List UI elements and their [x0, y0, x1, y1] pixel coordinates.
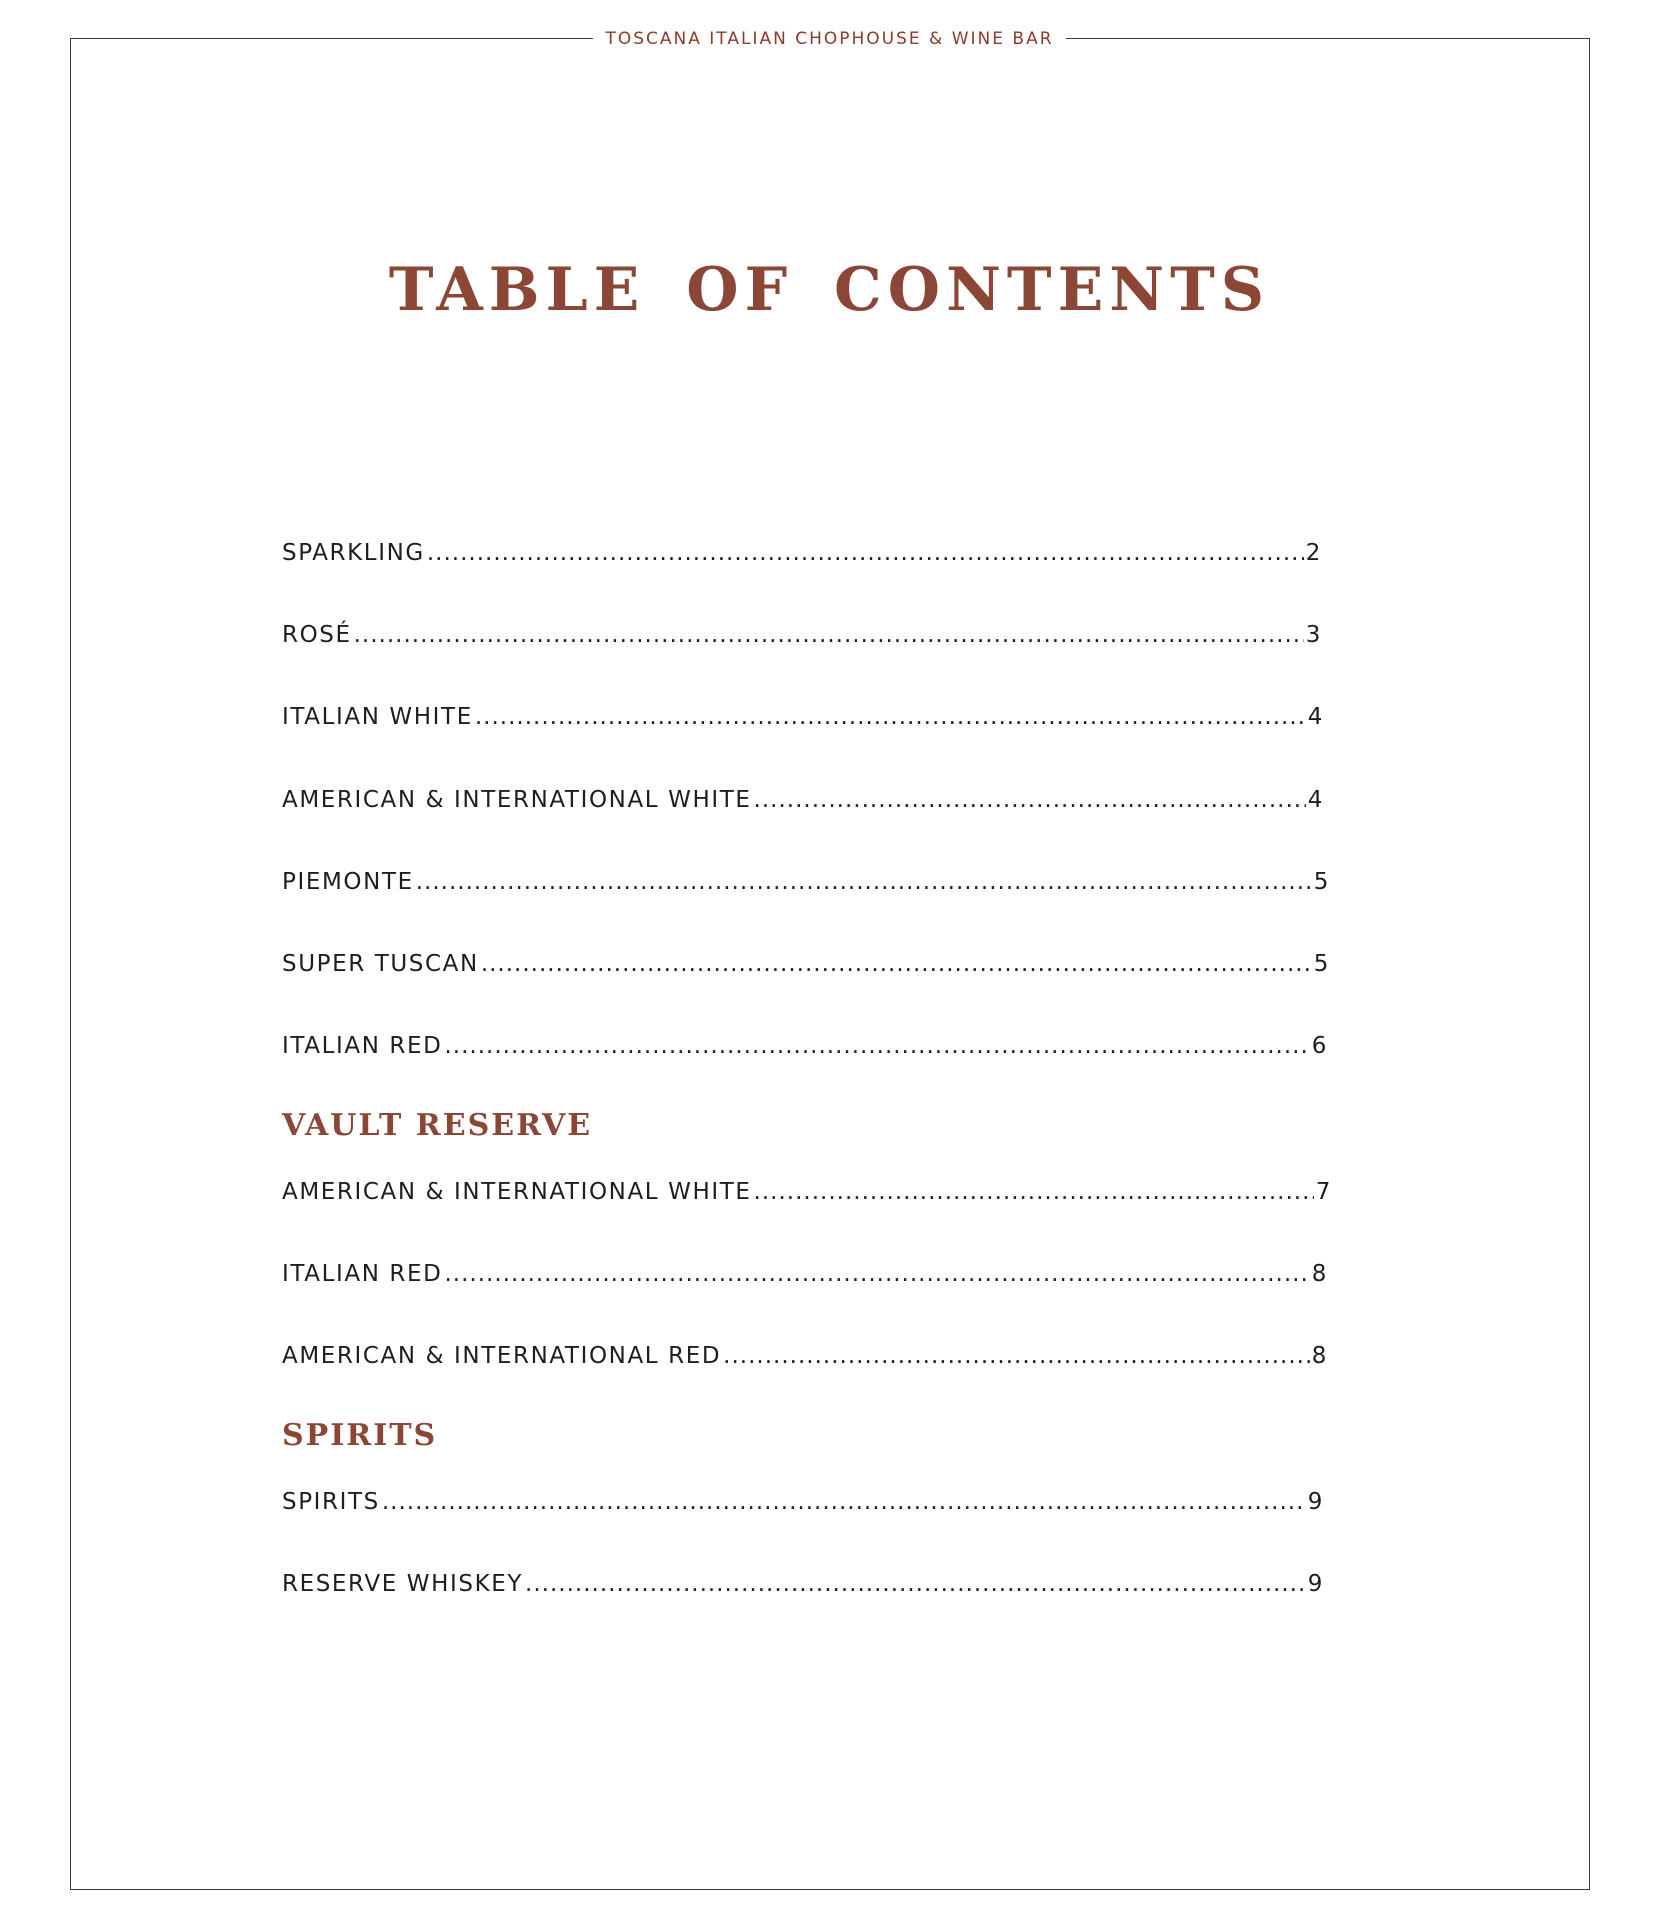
- dot-leader: [754, 1179, 1314, 1205]
- toc-entry-label: RESERVE WHISKEY: [282, 1571, 524, 1597]
- toc-entry-label: AMERICAN & INTERNATIONAL WHITE: [282, 787, 752, 813]
- toc-entry-label: ITALIAN RED: [282, 1261, 443, 1287]
- dot-leader: [427, 540, 1304, 566]
- toc-entry-page: 2: [1305, 540, 1322, 566]
- toc-entry-label: SPIRITS: [282, 1489, 380, 1515]
- toc-entry-sparkling[interactable]: [282, 540, 1322, 572]
- toc-entry-vault-american-international-white[interactable]: [282, 1179, 1332, 1211]
- toc-entry-super-tuscan[interactable]: [282, 951, 1330, 983]
- dot-leader: [481, 951, 1312, 977]
- toc-entry-label: ITALIAN WHITE: [282, 704, 473, 730]
- dot-leader: [354, 622, 1304, 648]
- toc-entry-vault-american-international-red[interactable]: [282, 1343, 1328, 1375]
- toc-entry-spirits[interactable]: [282, 1489, 1324, 1521]
- toc-entry-page: 3: [1305, 622, 1322, 648]
- dot-leader: [754, 787, 1306, 813]
- toc-entry-page: 5: [1313, 869, 1330, 895]
- toc-entry-page: 7: [1315, 1179, 1332, 1205]
- toc-entry-american-international-white[interactable]: [282, 787, 1324, 819]
- toc-entry-label: PIEMONTE: [282, 869, 414, 895]
- toc-entry-vault-italian-red[interactable]: [282, 1261, 1328, 1293]
- dot-leader: [723, 1343, 1310, 1369]
- toc-entry-page: 8: [1311, 1343, 1328, 1369]
- toc-entry-page: 4: [1307, 787, 1324, 813]
- toc-entry-page: 5: [1313, 951, 1330, 977]
- dot-leader: [475, 704, 1306, 730]
- toc-entry-page: 9: [1307, 1489, 1324, 1515]
- toc-entry-italian-white[interactable]: [282, 704, 1324, 736]
- toc-entry-label: SUPER TUSCAN: [282, 951, 479, 977]
- dot-leader: [416, 869, 1312, 895]
- dot-leader: [444, 1033, 1309, 1059]
- toc-entry-page: 8: [1311, 1261, 1328, 1287]
- dot-leader: [525, 1571, 1306, 1597]
- toc-entry-reserve-whiskey[interactable]: [282, 1571, 1324, 1603]
- page-title: TABLE OF CONTENTS: [388, 255, 1271, 325]
- toc-entry-label: AMERICAN & INTERNATIONAL RED: [282, 1343, 722, 1369]
- toc-entry-piemonte[interactable]: [282, 869, 1330, 901]
- toc-entry-label: SPARKLING: [282, 540, 425, 566]
- toc-entry-label: ROSÉ: [282, 622, 352, 648]
- restaurant-name: TOSCANA ITALIAN CHOPHOUSE & WINE BAR: [593, 26, 1065, 52]
- toc-entry-rose[interactable]: [282, 622, 1322, 654]
- dot-leader: [382, 1489, 1306, 1515]
- toc-entry-page: 6: [1311, 1033, 1328, 1059]
- toc-entry-label: AMERICAN & INTERNATIONAL WHITE: [282, 1179, 752, 1205]
- section-heading-vault-reserve: VAULT RESERVE: [282, 1108, 593, 1143]
- dot-leader: [444, 1261, 1309, 1287]
- section-heading-spirits: SPIRITS: [282, 1418, 438, 1453]
- toc-entry-italian-red[interactable]: [282, 1033, 1328, 1065]
- toc-entry-page: 4: [1307, 704, 1324, 730]
- toc-entry-label: ITALIAN RED: [282, 1033, 443, 1059]
- header-restaurant-name-wrapper: [0, 26, 1659, 52]
- toc-entry-page: 9: [1307, 1571, 1324, 1597]
